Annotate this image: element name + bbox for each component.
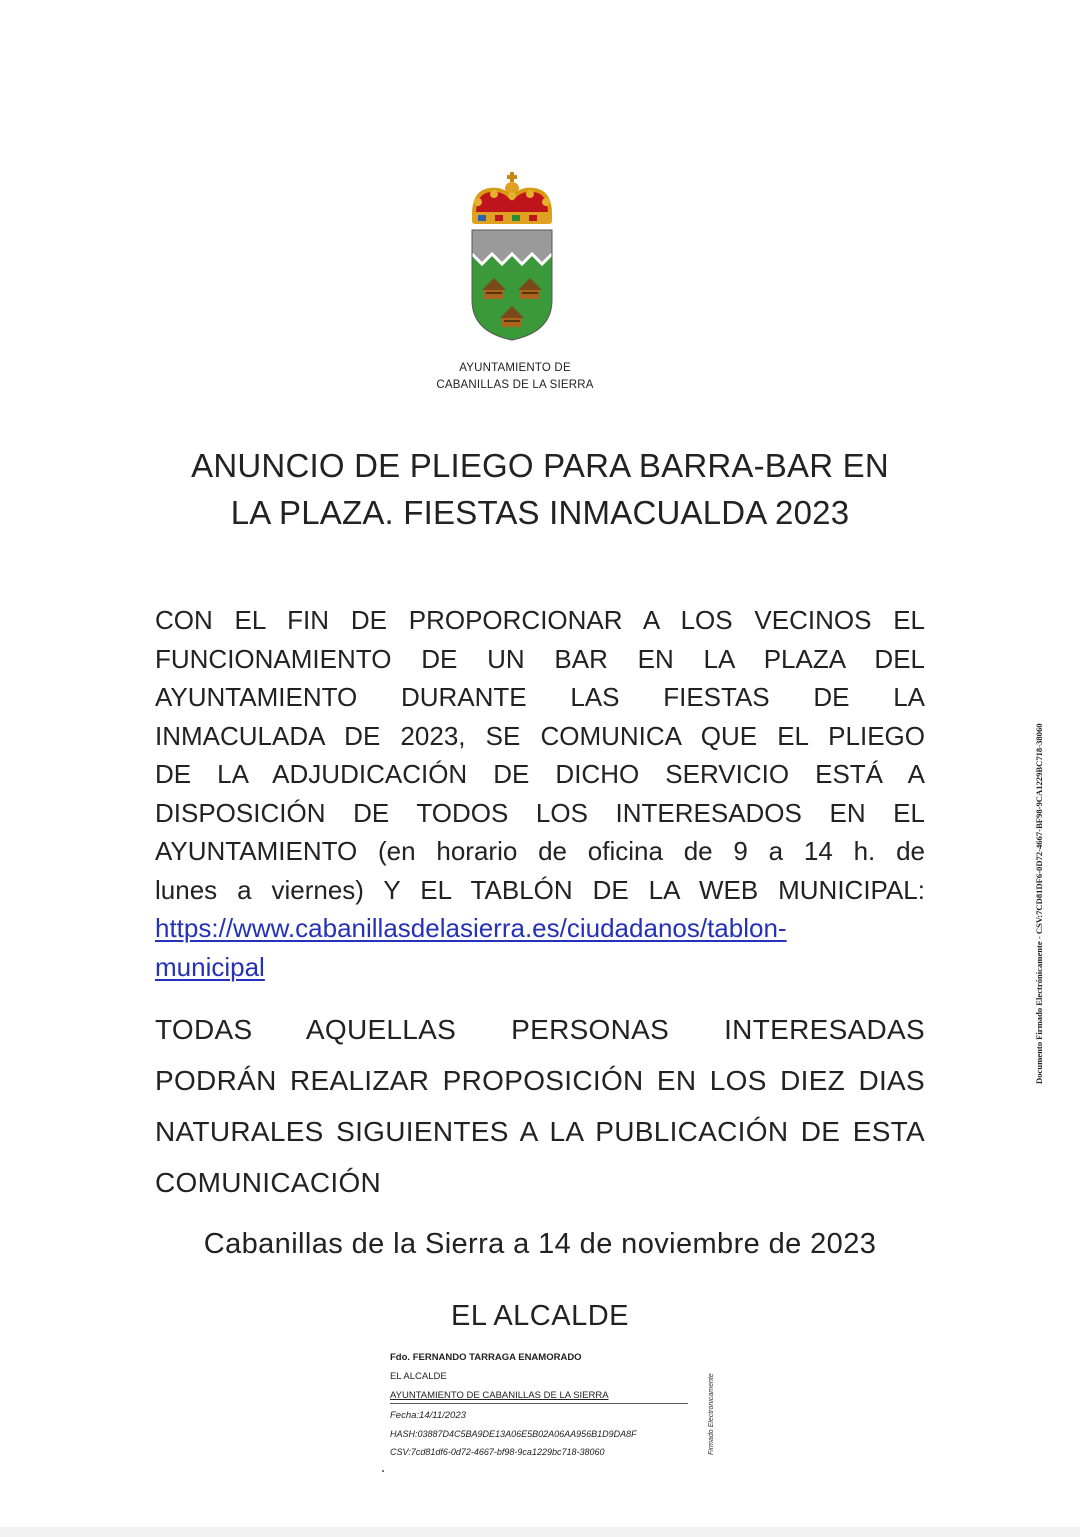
coat-of-arms-icon — [468, 172, 556, 342]
signer-role: EL ALCALDE — [390, 1371, 447, 1382]
org-name-line2: CABANILLAS DE LA SIERRA — [436, 379, 594, 391]
web-link[interactable]: https://www.cabanillasdelasierra.es/ciudadanos/tablon- — [155, 913, 787, 943]
place-and-date: Cabanillas de la Sierra a 14 de noviembre de 2023 — [203, 1228, 877, 1260]
signature-hash: HASH:03887D4C5BA9DE13A06E5B02A06AA956B1D9DA8F — [390, 1429, 637, 1439]
paragraph-line: AYUNTAMIENTO DURANTE LAS FIESTAS DE LA — [155, 682, 925, 712]
crown-icon — [472, 172, 552, 224]
paragraph-line: CON EL FIN DE PROPORCIONAR A LOS VECINOS EL — [155, 605, 925, 635]
signatory-title: EL ALCALDE — [450, 1300, 630, 1332]
scan-speck — [382, 1470, 384, 1472]
paragraph-line: PODRÁN REALIZAR PROPOSICIÓN EN LOS DIEZ DIAS — [155, 1065, 925, 1096]
signer-name: Fdo. FERNANDO TARRAGA ENAMORADO — [390, 1352, 582, 1363]
body-paragraph-2 — [155, 1004, 925, 1208]
paragraph-line: DISPOSICIÓN DE TODOS LOS INTERESADOS EN EL — [155, 797, 925, 828]
signature-csv: CSV:7cd81df6-0d72-4667-bf98-9ca1229bc718-38060 — [390, 1447, 605, 1457]
signature-vertical-label: Firmado Electrónicamente — [708, 1373, 715, 1455]
body-paragraph-1 — [155, 601, 925, 986]
paragraph-line: TODAS AQUELLAS PERSONAS INTERESADAS — [155, 1014, 925, 1045]
paragraph-line: NATURALES SIGUIENTES A LA PUBLICACIÓN DE ESTA — [155, 1116, 925, 1147]
signature-date: Fecha:14/11/2023 — [390, 1410, 466, 1421]
paragraph-line: FUNCIONAMIENTO DE UN BAR EN LA PLAZA DEL — [155, 643, 925, 674]
paragraph-line: lunes a viernes) Y EL TABLÓN DE LA WEB MUNICIPAL: — [155, 874, 925, 905]
paragraph-line: DE LA ADJUDICACIÓN DE DICHO SERVICIO ESTÁ A — [155, 759, 925, 789]
org-name-line1: AYUNTAMIENTO DE — [459, 362, 571, 374]
paragraph-line: AYUNTAMIENTO (en horario de oficina de 9 a 14 h. de — [155, 836, 925, 866]
announcement-title-line1: ANUNCIO DE PLIEGO PARA BARRA-BAR EN — [191, 447, 889, 484]
paragraph-line: INMACULADA DE 2023, SE COMUNICA QUE EL PLIEGO — [155, 720, 925, 751]
paragraph-line: COMUNICACIÓN — [155, 1167, 382, 1198]
web-link-continuation[interactable]: municipal — [155, 951, 265, 982]
signer-institution: AYUNTAMIENTO DE CABANILLAS DE LA SIERRA — [390, 1390, 609, 1401]
announcement-title-line2: LA PLAZA. FIESTAS INMACUALDA 2023 — [230, 494, 850, 531]
side-csv-stamp: Documento Firmado Electrónicamente - CSV:7CD81DF6-0D72-4667-BF98-9CA1229BC718-38060 — [1034, 723, 1044, 1084]
signature-divider — [390, 1403, 688, 1404]
